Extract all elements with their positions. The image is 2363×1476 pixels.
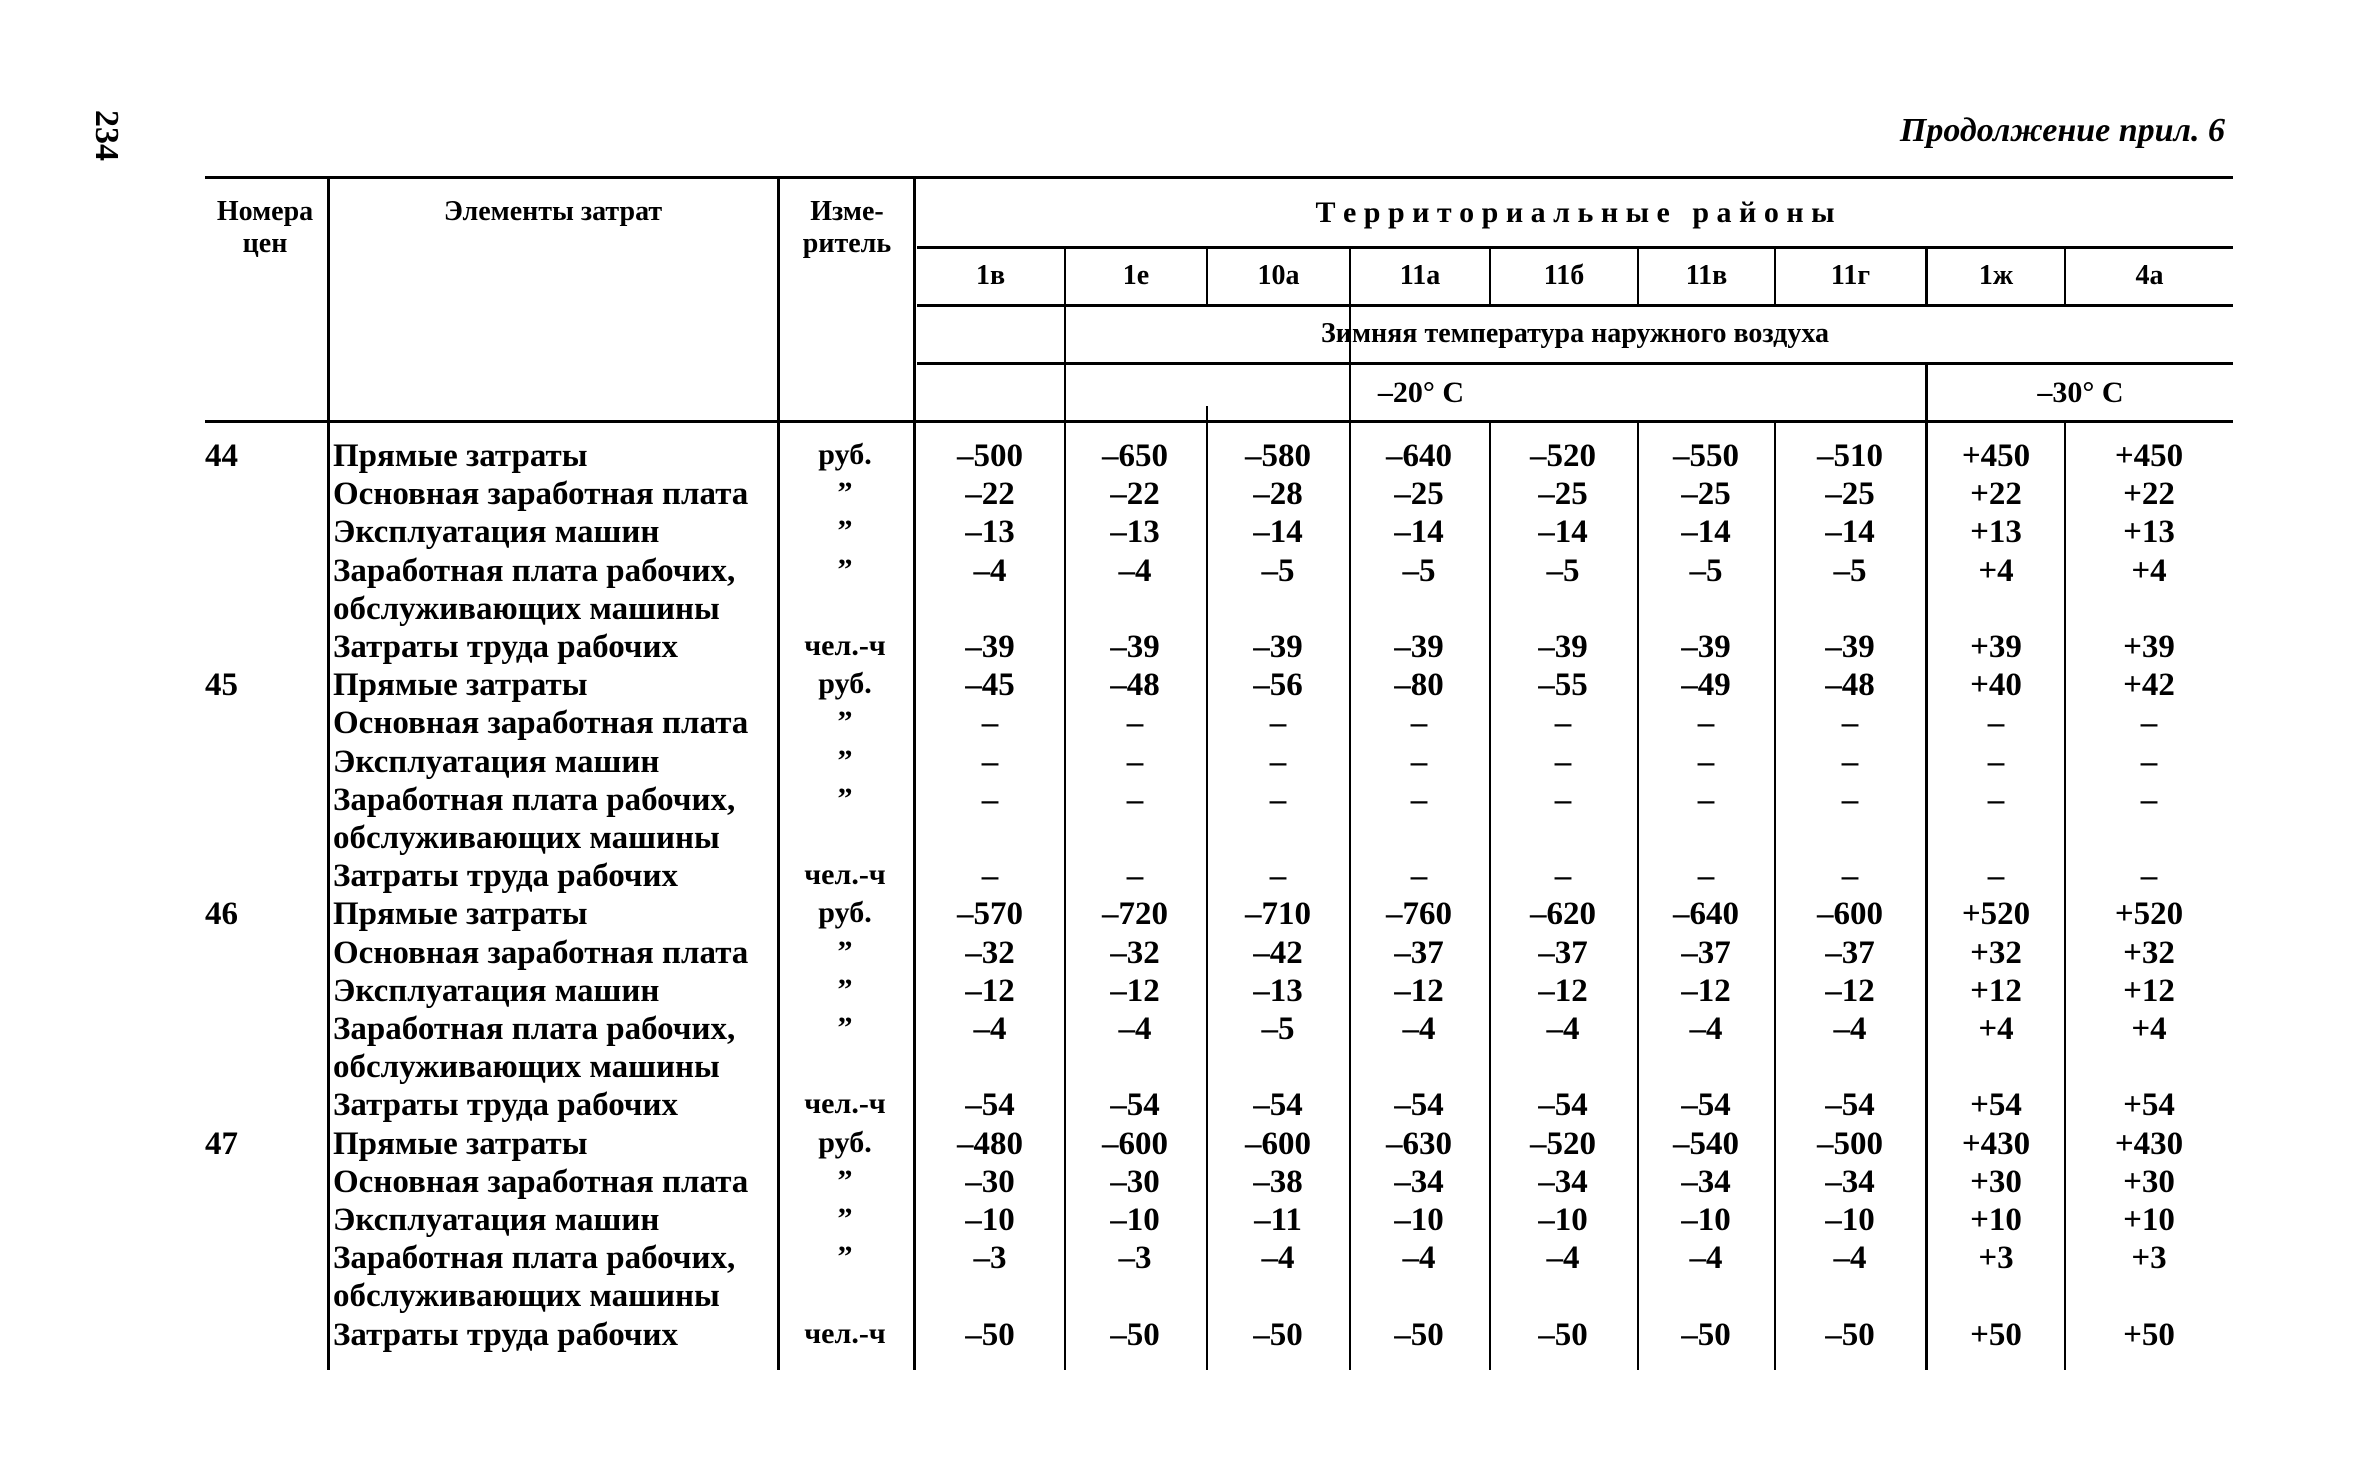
value-cell: –640 <box>1386 438 1452 474</box>
value-cell: –14 <box>1538 514 1588 550</box>
value-cell: – <box>1987 744 2005 780</box>
value-cell: +39 <box>1970 629 2022 665</box>
value-cell: – <box>1841 744 1859 780</box>
value-cell: –39 <box>1681 629 1731 665</box>
price-code: 45 <box>205 667 238 703</box>
value-cell: – <box>1410 744 1428 780</box>
value-cell: –650 <box>1102 438 1168 474</box>
value-cell: +54 <box>2123 1087 2175 1123</box>
cost-element: Основная заработная плата <box>333 476 749 512</box>
value-cell: – <box>1554 858 1572 894</box>
value-cell: –5 <box>1689 553 1723 589</box>
value-cell: +22 <box>2123 476 2175 512</box>
value-cell: –5 <box>1402 553 1436 589</box>
value-cell: – <box>1554 782 1572 818</box>
value-cell: +42 <box>2123 667 2175 703</box>
value-cell: +3 <box>1978 1240 2014 1276</box>
value-cell: +10 <box>2123 1202 2175 1238</box>
value-cell: +30 <box>1970 1164 2022 1200</box>
value-cell: – <box>1126 744 1144 780</box>
value-cell: – <box>1697 858 1715 894</box>
value-cell: –4 <box>1546 1240 1580 1276</box>
unit: ” <box>837 553 853 586</box>
value-cell: –32 <box>1110 935 1160 971</box>
value-cell: –39 <box>1253 629 1303 665</box>
vline-r2b <box>1206 406 1208 1370</box>
value-cell: – <box>2140 744 2158 780</box>
value-cell: +4 <box>1978 553 2014 589</box>
value-cell: –48 <box>1110 667 1160 703</box>
value-cell: +39 <box>2123 629 2175 665</box>
value-cell: –49 <box>1681 667 1731 703</box>
cost-element: Прямые затраты <box>333 896 588 932</box>
value-cell: –12 <box>1825 973 1875 1009</box>
value-cell: –39 <box>1110 629 1160 665</box>
value-cell: – <box>1410 782 1428 818</box>
value-cell: –10 <box>965 1202 1015 1238</box>
value-cell: –3 <box>1118 1240 1152 1276</box>
value-cell: –54 <box>1394 1087 1444 1123</box>
value-cell: – <box>981 744 999 780</box>
value-cell: –28 <box>1253 476 1303 512</box>
value-cell: –14 <box>1825 514 1875 550</box>
value-cell: –5 <box>1261 1011 1295 1047</box>
value-cell: –4 <box>1833 1240 1867 1276</box>
value-cell: –25 <box>1394 476 1444 512</box>
value-cell: –5 <box>1261 553 1295 589</box>
cost-element: Заработная плата рабочих, <box>333 553 736 589</box>
value-cell: +40 <box>1970 667 2022 703</box>
value-cell: +30 <box>2123 1164 2175 1200</box>
vline-r1 <box>1064 246 1066 1370</box>
region-header-1: 1в <box>975 260 1006 291</box>
header-elements: Элементы затрат <box>443 196 663 227</box>
value-cell: –10 <box>1110 1202 1160 1238</box>
region-header-7: 11г <box>1830 260 1871 291</box>
region-header-3: 10а <box>1257 260 1300 291</box>
value-cell: –50 <box>1253 1317 1303 1353</box>
value-cell: –50 <box>1110 1317 1160 1353</box>
header-unit: Изме- ритель <box>802 196 892 259</box>
value-cell: –5 <box>1546 553 1580 589</box>
value-cell: – <box>2140 782 2158 818</box>
winter-temp-header: Зимняя температура наружного воздуха <box>1321 318 1829 349</box>
value-cell: –37 <box>1394 935 1444 971</box>
value-cell: –3 <box>973 1240 1007 1276</box>
value-cell: +22 <box>1970 476 2022 512</box>
vline-code <box>327 176 330 1370</box>
value-cell: +430 <box>1961 1126 2031 1162</box>
price-code: 44 <box>205 438 238 474</box>
cost-element: обслуживающих машины <box>333 820 720 856</box>
value-cell: – <box>1126 782 1144 818</box>
value-cell: –54 <box>1681 1087 1731 1123</box>
value-cell: –25 <box>1825 476 1875 512</box>
value-cell: –12 <box>1538 973 1588 1009</box>
unit: ” <box>837 1164 853 1197</box>
value-cell: –760 <box>1386 896 1452 932</box>
value-cell: – <box>1841 782 1859 818</box>
value-cell: +450 <box>1961 438 2031 474</box>
value-cell: – <box>1987 782 2005 818</box>
value-cell: –48 <box>1825 667 1875 703</box>
value-cell: –4 <box>1261 1240 1295 1276</box>
header-bottom-rule <box>205 420 2233 423</box>
page-number: 234 <box>88 110 125 161</box>
value-cell: –50 <box>965 1317 1015 1353</box>
value-cell: –34 <box>1538 1164 1588 1200</box>
value-cell: –600 <box>1102 1126 1168 1162</box>
value-cell: –520 <box>1530 1126 1596 1162</box>
value-cell: –12 <box>1394 973 1444 1009</box>
temp-minus20: –20° С <box>1377 376 1465 409</box>
value-cell: +12 <box>2123 973 2175 1009</box>
continuation-title: Продолжение прил. 6 <box>1899 112 2225 149</box>
cost-element: Заработная плата рабочих, <box>333 782 736 818</box>
value-cell: –10 <box>1394 1202 1444 1238</box>
value-cell: –4 <box>1118 1011 1152 1047</box>
unit: руб. <box>818 896 872 929</box>
value-cell: –600 <box>1245 1126 1311 1162</box>
value-cell: +50 <box>1970 1317 2022 1353</box>
region-header-6: 11в <box>1685 260 1728 291</box>
value-cell: –540 <box>1673 1126 1739 1162</box>
value-cell: +13 <box>2123 514 2175 550</box>
value-cell: –500 <box>1817 1126 1883 1162</box>
cost-element: Заработная плата рабочих, <box>333 1240 736 1276</box>
region-header-4: 11а <box>1399 260 1441 291</box>
value-cell: – <box>1987 858 2005 894</box>
cost-element: обслуживающих машины <box>333 1049 720 1085</box>
value-cell: –45 <box>965 667 1015 703</box>
value-cell: – <box>1269 858 1287 894</box>
cost-element: Основная заработная плата <box>333 705 749 741</box>
value-cell: – <box>1269 744 1287 780</box>
value-cell: – <box>1269 782 1287 818</box>
header-code: Номера цен <box>216 196 314 259</box>
value-cell: – <box>1410 858 1428 894</box>
cost-element: Заработная плата рабочих, <box>333 1011 736 1047</box>
vline-r5b <box>1637 420 1639 1370</box>
value-cell: –50 <box>1538 1317 1588 1353</box>
cost-element: Основная заработная плата <box>333 1164 749 1200</box>
value-cell: –600 <box>1817 896 1883 932</box>
value-cell: –500 <box>957 438 1023 474</box>
value-cell: –14 <box>1681 514 1731 550</box>
value-cell: –34 <box>1825 1164 1875 1200</box>
value-cell: –39 <box>965 629 1015 665</box>
header-territorial: Т е р р и т о р и а л ь н ы е р а й о н ы <box>1315 196 1835 229</box>
value-cell: –510 <box>1817 438 1883 474</box>
table-top-rule <box>205 176 2233 179</box>
value-cell: –710 <box>1245 896 1311 932</box>
temp-minus30: –30° С <box>2037 376 2124 409</box>
value-cell: –34 <box>1394 1164 1444 1200</box>
value-cell: –30 <box>965 1164 1015 1200</box>
vline-elements <box>777 176 780 1370</box>
value-cell: –10 <box>1681 1202 1731 1238</box>
value-cell: +4 <box>2131 553 2167 589</box>
value-cell: –22 <box>965 476 1015 512</box>
unit: чел.-ч <box>804 858 886 891</box>
value-cell: –4 <box>1689 1240 1723 1276</box>
value-cell: –12 <box>1110 973 1160 1009</box>
value-cell: +12 <box>1970 973 2022 1009</box>
value-cell: –620 <box>1530 896 1596 932</box>
value-cell: –720 <box>1102 896 1168 932</box>
cost-element: Эксплуатация машин <box>333 973 660 1009</box>
value-cell: –630 <box>1386 1126 1452 1162</box>
value-cell: –570 <box>957 896 1023 932</box>
value-cell: –14 <box>1394 514 1444 550</box>
unit: руб. <box>818 667 872 700</box>
value-cell: – <box>1697 705 1715 741</box>
value-cell: – <box>1841 705 1859 741</box>
value-cell: +4 <box>2131 1011 2167 1047</box>
value-cell: –37 <box>1681 935 1731 971</box>
region-header-9: 4а <box>2135 260 2164 291</box>
value-cell: –10 <box>1538 1202 1588 1238</box>
cost-element: Затраты труда рабочих <box>333 1087 678 1123</box>
value-cell: +32 <box>2123 935 2175 971</box>
value-cell: –13 <box>1110 514 1160 550</box>
cost-element: Затраты труда рабочих <box>333 629 678 665</box>
value-cell: –56 <box>1253 667 1303 703</box>
value-cell: –38 <box>1253 1164 1303 1200</box>
value-cell: –520 <box>1530 438 1596 474</box>
unit: ” <box>837 514 853 547</box>
cost-element: Эксплуатация машин <box>333 514 660 550</box>
value-cell: –14 <box>1253 514 1303 550</box>
value-cell: –50 <box>1681 1317 1731 1353</box>
cost-element: Основная заработная плата <box>333 935 749 971</box>
header-rule-territorial <box>917 246 2233 249</box>
value-cell: – <box>1554 705 1572 741</box>
header-rule-regions <box>917 304 2233 307</box>
value-cell: +13 <box>1970 514 2022 550</box>
region-header-2: 1е <box>1122 260 1150 291</box>
value-cell: –39 <box>1825 629 1875 665</box>
unit: чел.-ч <box>804 629 886 662</box>
value-cell: –4 <box>1402 1240 1436 1276</box>
cost-element: обслуживающих машины <box>333 591 720 627</box>
value-cell: – <box>1126 858 1144 894</box>
value-cell: –54 <box>1538 1087 1588 1123</box>
value-cell: +4 <box>1978 1011 2014 1047</box>
header-rule-winter <box>917 362 2233 365</box>
cost-element: Прямые затраты <box>333 438 588 474</box>
value-cell: –12 <box>965 973 1015 1009</box>
value-cell: –550 <box>1673 438 1739 474</box>
value-cell: +520 <box>2114 896 2184 932</box>
value-cell: –12 <box>1681 973 1731 1009</box>
value-cell: +32 <box>1970 935 2022 971</box>
unit: ” <box>837 705 853 738</box>
cost-element: Прямые затраты <box>333 1126 588 1162</box>
value-cell: –22 <box>1110 476 1160 512</box>
value-cell: – <box>1987 705 2005 741</box>
value-cell: –4 <box>973 1011 1007 1047</box>
cost-element: Затраты труда рабочих <box>333 1317 678 1353</box>
vline-r6b <box>1774 420 1776 1370</box>
value-cell: –54 <box>1110 1087 1160 1123</box>
value-cell: – <box>2140 858 2158 894</box>
value-cell: +3 <box>2131 1240 2167 1276</box>
unit: чел.-ч <box>804 1087 886 1120</box>
unit: ” <box>837 935 853 968</box>
unit: ” <box>837 1240 853 1273</box>
value-cell: – <box>981 858 999 894</box>
value-cell: –30 <box>1110 1164 1160 1200</box>
value-cell: –4 <box>1118 553 1152 589</box>
unit: руб. <box>818 438 872 471</box>
unit: ” <box>837 973 853 1006</box>
cost-element: Прямые затраты <box>333 667 588 703</box>
value-cell: – <box>1410 705 1428 741</box>
vline-r7b <box>1925 362 1928 1370</box>
vline-r3 <box>1349 246 1351 1370</box>
value-cell: –39 <box>1538 629 1588 665</box>
value-cell: +430 <box>2114 1126 2184 1162</box>
value-cell: –4 <box>1833 1011 1867 1047</box>
unit: ” <box>837 782 853 815</box>
value-cell: – <box>981 782 999 818</box>
value-cell: –80 <box>1394 667 1444 703</box>
value-cell: –580 <box>1245 438 1311 474</box>
value-cell: +520 <box>1961 896 2031 932</box>
price-code: 46 <box>205 896 238 932</box>
value-cell: –4 <box>1546 1011 1580 1047</box>
value-cell: – <box>1697 782 1715 818</box>
value-cell: –4 <box>973 553 1007 589</box>
value-cell: –34 <box>1681 1164 1731 1200</box>
region-header-8: 1ж <box>1978 260 2014 291</box>
unit: ” <box>837 1202 853 1235</box>
value-cell: –32 <box>965 935 1015 971</box>
region-header-5: 11б <box>1543 260 1585 291</box>
cost-element: Затраты труда рабочих <box>333 858 678 894</box>
price-code: 47 <box>205 1126 238 1162</box>
cost-element: Эксплуатация машин <box>333 1202 660 1238</box>
value-cell: +10 <box>1970 1202 2022 1238</box>
value-cell: –13 <box>965 514 1015 550</box>
cost-element: обслуживающих машины <box>333 1278 720 1314</box>
unit: ” <box>837 1011 853 1044</box>
unit: руб. <box>818 1126 872 1159</box>
value-cell: –13 <box>1253 973 1303 1009</box>
value-cell: – <box>1126 705 1144 741</box>
value-cell: –10 <box>1825 1202 1875 1238</box>
value-cell: –55 <box>1538 667 1588 703</box>
value-cell: –25 <box>1681 476 1731 512</box>
value-cell: – <box>1841 858 1859 894</box>
value-cell: –4 <box>1402 1011 1436 1047</box>
value-cell: –5 <box>1833 553 1867 589</box>
cost-element: Эксплуатация машин <box>333 744 660 780</box>
value-cell: – <box>981 705 999 741</box>
value-cell: –25 <box>1538 476 1588 512</box>
value-cell: –54 <box>965 1087 1015 1123</box>
vline-r4b <box>1489 420 1491 1370</box>
unit: ” <box>837 744 853 777</box>
vline-unit <box>913 176 916 1370</box>
unit: чел.-ч <box>804 1317 886 1350</box>
value-cell: –11 <box>1254 1202 1302 1238</box>
value-cell: – <box>2140 705 2158 741</box>
vline-r8b <box>2064 420 2066 1370</box>
value-cell: –54 <box>1253 1087 1303 1123</box>
value-cell: –4 <box>1689 1011 1723 1047</box>
value-cell: +450 <box>2114 438 2184 474</box>
value-cell: –42 <box>1253 935 1303 971</box>
value-cell: – <box>1269 705 1287 741</box>
value-cell: +54 <box>1970 1087 2022 1123</box>
unit: ” <box>837 476 853 509</box>
value-cell: –39 <box>1394 629 1444 665</box>
value-cell: –50 <box>1825 1317 1875 1353</box>
value-cell: +50 <box>2123 1317 2175 1353</box>
value-cell: – <box>1697 744 1715 780</box>
value-cell: –480 <box>957 1126 1023 1162</box>
value-cell: –54 <box>1825 1087 1875 1123</box>
value-cell: –37 <box>1538 935 1588 971</box>
value-cell: –37 <box>1825 935 1875 971</box>
value-cell: –50 <box>1394 1317 1444 1353</box>
value-cell: –640 <box>1673 896 1739 932</box>
value-cell: – <box>1554 744 1572 780</box>
